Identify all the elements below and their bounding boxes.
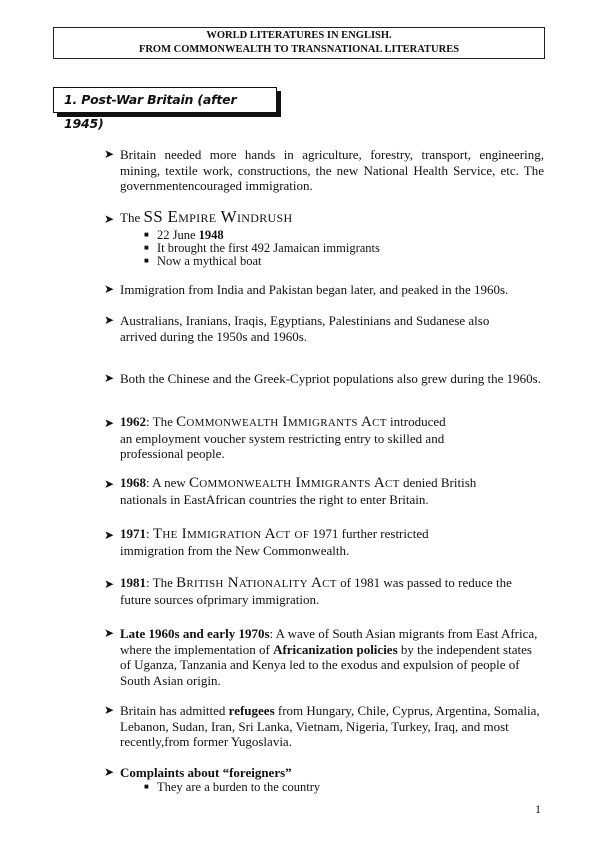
- act-name: The Immigration Act of: [152, 526, 310, 542]
- arrow-bullet-icon: ➤: [104, 577, 115, 591]
- list-item-heading: Complaints about “foreigners”: [120, 765, 292, 780]
- list-item-prefix: The: [120, 210, 144, 225]
- sub-item-text: It brought the first 492 Jamaican immigrants: [157, 241, 380, 255]
- square-bullet-icon: ■: [144, 243, 149, 252]
- list-item-text: [120, 765, 544, 781]
- header-line-1: WORLD LITERATURES IN ENGLISH.: [206, 30, 392, 41]
- square-bullet-icon: ■: [144, 230, 149, 239]
- ship-name: SS Empire Windrush: [143, 207, 293, 226]
- keyword: refugees: [228, 703, 275, 718]
- year: 1981: [120, 575, 146, 590]
- arrow-bullet-icon: ➤: [104, 371, 115, 385]
- square-bullet-icon: ■: [144, 256, 149, 265]
- year: 1968: [120, 475, 146, 490]
- act-name: Commonwealth Immigrants Act: [176, 414, 387, 430]
- list-item-text: Britain needed more hands in agriculture, forestry, transport, engineering, mining, textile work, constructions, the new National Health Service, etc. The governmentencouraged immigration.: [120, 147, 544, 193]
- arrow-bullet-icon: ➤: [104, 765, 115, 779]
- arrow-bullet-icon: ➤: [104, 626, 115, 640]
- sub-item-text: 22 June: [157, 228, 199, 242]
- list-item-text: 1981: The British Nationality Act of 1981 was passed to reduce the future sources ofprimary immigration.: [120, 575, 512, 607]
- list-item-text: 1962: The Commonwealth Immigrants Act introduced an employment voucher system restricting entry to skilled and professional people.: [120, 414, 446, 461]
- square-bullet-icon: ■: [144, 782, 149, 791]
- arrow-bullet-icon: ➤: [104, 282, 115, 296]
- document-header: [53, 27, 545, 59]
- list-item-text: Both the Chinese and the Greek-Cypriot populations also grew during the 1960s.: [120, 371, 541, 386]
- list-item-text: Late 1960s and early 1970s: A wave of South Asian migrants from East Africa, where the implementation of Africanization policies by the independent states of Uganza, Tanzania and Kenya led to the exodus and expulsion of people of South Asian origin.: [120, 626, 538, 688]
- year: 1971: [120, 526, 146, 541]
- arrow-bullet-icon: ➤: [104, 147, 115, 161]
- arrow-bullet-icon: ➤: [104, 313, 115, 327]
- list-item-text: 1971: The Immigration Act of 1971 further restricted immigration from the New Commonwealth.: [120, 526, 429, 558]
- section-title: 1. Post-War Britain (after 1945): [53, 87, 277, 113]
- arrow-bullet-icon: ➤: [104, 703, 115, 717]
- page-number: 1: [535, 802, 541, 816]
- sub-item-year: 1948: [198, 228, 224, 242]
- list-item-text: Britain has admitted refugees from Hungary, Chile, Cyprus, Argentina, Somalia, Lebanon, Sudan, Iran, Sri Lanka, Vietnam, Nigeria, Turkey, Iraq, and most recently,from former Yugoslavia.: [120, 703, 540, 749]
- sub-item-text: Now a mythical boat: [157, 254, 262, 268]
- period: Late 1960s and early 1970s: [120, 626, 270, 641]
- list-item-text: [120, 209, 544, 226]
- list-item-text: Immigration from India and Pakistan began later, and peaked in the 1960s.: [120, 282, 509, 297]
- act-name: British Nationality Act: [176, 575, 337, 591]
- arrow-bullet-icon: ➤: [104, 477, 115, 491]
- act-name: Commonwealth Immigrants Act: [189, 475, 400, 491]
- list-item-text: Australians, Iranians, Iraqis, Egyptians, Palestinians and Sudanese also arrived during the 1950s and 1960s.: [120, 313, 490, 344]
- header-line-2: FROM COMMONWEALTH TO TRANSNATIONAL LITERATURES: [138, 44, 460, 55]
- year: 1962: [120, 414, 146, 429]
- arrow-bullet-icon: ➤: [104, 416, 115, 430]
- policy-name: Africanization policies: [273, 641, 398, 657]
- list-item-text: 1968: A new Commonwealth Immigrants Act denied British nationals in EastAfrican countries the right to enter Britain.: [120, 475, 477, 507]
- arrow-bullet-icon: ➤: [104, 212, 115, 226]
- sub-item-text: They are a burden to the country: [157, 780, 321, 794]
- arrow-bullet-icon: ➤: [104, 528, 115, 542]
